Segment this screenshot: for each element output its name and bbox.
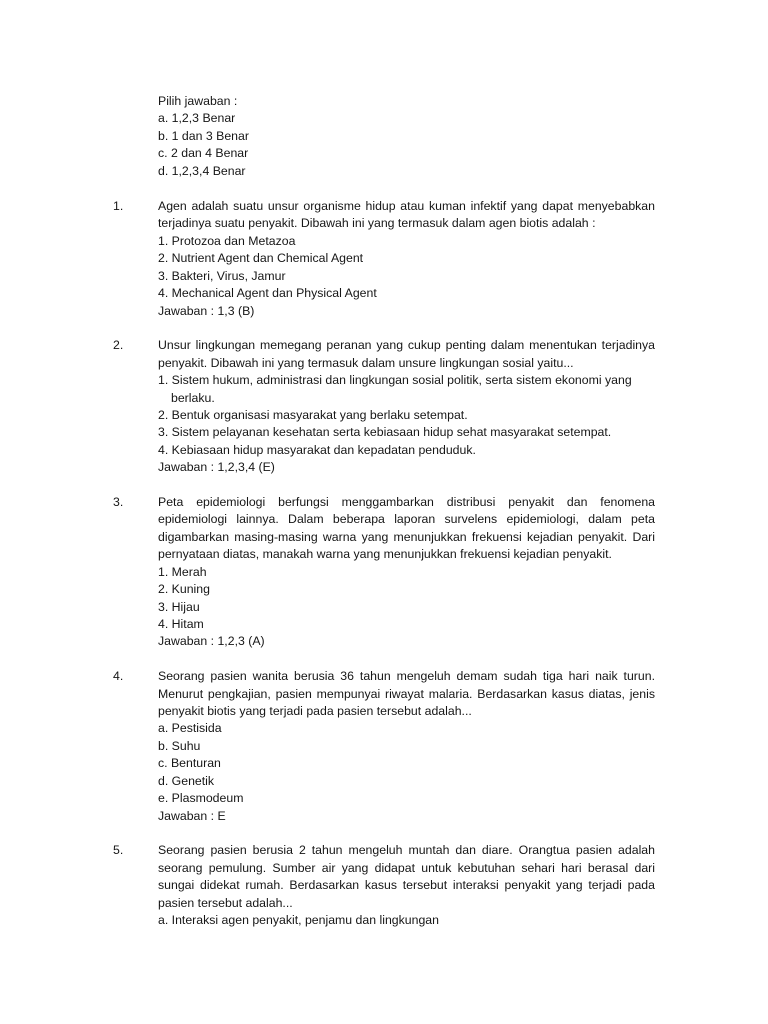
question-2-answer: Jawaban : 1,2,3,4 (E) xyxy=(158,460,275,474)
question-5-text-line: pasien tersebut adalah... xyxy=(158,896,293,910)
question-3-text-line: digambarkan masing-masing warna yang menunjukkan frekuensi kejadian penyakit. Dari xyxy=(158,530,655,544)
question-4-number: 4. xyxy=(113,669,124,683)
question-3-text-line: epidemiologi lainnya. Dalam beberapa laporan survelens epidemiologi, dalam peta xyxy=(158,512,655,526)
question-3-text-line: pernyataan diatas, manakah warna yang menunjukkan frekuensi kejadian penyakit. xyxy=(158,547,612,561)
question-5-text-line: sungai didekat rumah. Berdasarkan kasus tersebut interaksi penyakit yang terjadi pada xyxy=(158,878,655,892)
question-1-item: 2. Nutrient Agent dan Chemical Agent xyxy=(158,251,364,265)
question-1-answer: Jawaban : 1,3 (B) xyxy=(158,304,255,318)
question-2-number: 2. xyxy=(113,338,124,352)
question-2-item: 4. Kebiasaan hidup masyarakat dan kepadatan penduduk. xyxy=(158,443,476,457)
answer-key-option-a: a. 1,2,3 Benar xyxy=(158,111,236,125)
question-4-option: c. Benturan xyxy=(158,756,221,770)
question-4-option: b. Suhu xyxy=(158,739,201,753)
question-4-text-line: Menurut pengkajian, pasien mempunyai riwayat malaria. Berdasarkan kasus diatas, jenis xyxy=(158,687,655,701)
question-4-option: e. Plasmodeum xyxy=(158,791,244,805)
question-2-item-continuation: berlaku. xyxy=(171,391,215,405)
question-1-item: 4. Mechanical Agent dan Physical Agent xyxy=(158,286,377,300)
question-3-answer: Jawaban : 1,2,3 (A) xyxy=(158,634,265,648)
question-5-number: 5. xyxy=(113,843,124,857)
question-3-number: 3. xyxy=(113,495,124,509)
question-1-item: 1. Protozoa dan Metazoa xyxy=(158,234,296,248)
question-3-item: 2. Kuning xyxy=(158,582,210,596)
question-4-option: d. Genetik xyxy=(158,774,215,788)
question-3-item: 3. Hijau xyxy=(158,600,200,614)
answer-key-option-b: b. 1 dan 3 Benar xyxy=(158,129,249,143)
question-3-text-line: Peta epidemiologi berfungsi menggambarkan distribusi penyakit dan fenomena xyxy=(158,495,655,509)
answer-key-title: Pilih jawaban : xyxy=(158,94,238,108)
question-2-text-line: penyakit. Dibawah ini yang termasuk dalam unsure lingkungan sosial yaitu... xyxy=(158,356,574,370)
question-2-text-line: Unsur lingkungan memegang peranan yang cukup penting dalam menentukan terjadinya xyxy=(158,338,655,352)
question-3-item: 1. Merah xyxy=(158,565,207,579)
question-2-item: 2. Bentuk organisasi masyarakat yang berlaku setempat. xyxy=(158,408,468,422)
answer-key-option-c: c. 2 dan 4 Benar xyxy=(158,146,249,160)
question-1-number: 1. xyxy=(113,199,124,213)
question-5-text-line: Seorang pasien berusia 2 tahun mengeluh muntah dan diare. Orangtua pasien adalah xyxy=(158,843,655,857)
question-1-text-line: Agen adalah suatu unsur organisme hidup atau kuman infektif yang dapat menyebabkan xyxy=(158,199,655,213)
question-4-text-line: penyakit biotis yang terjadi pada pasien tersebut adalah... xyxy=(158,704,472,718)
question-4-text-line: Seorang pasien wanita berusia 36 tahun mengeluh demam sudah tiga hari naik turun. xyxy=(158,669,655,683)
question-2-item: 1. Sistem hukum, administrasi dan lingkungan sosial politik, serta sistem ekonomi yang xyxy=(158,373,632,387)
question-2-item: 3. Sistem pelayanan kesehatan serta kebiasaan hidup sehat masyarakat setempat. xyxy=(158,425,612,439)
question-1-item: 3. Bakteri, Virus, Jamur xyxy=(158,269,286,283)
question-4-option: a. Pestisida xyxy=(158,721,222,735)
question-3-item: 4. Hitam xyxy=(158,617,204,631)
answer-key-option-d: d. 1,2,3,4 Benar xyxy=(158,164,246,178)
question-4-answer: Jawaban : E xyxy=(158,809,226,823)
question-5-option: a. Interaksi agen penyakit, penjamu dan lingkungan xyxy=(158,913,439,927)
question-1-text-line: terjadinya suatu penyakit. Dibawah ini yang termasuk dalam agen biotis adalah : xyxy=(158,216,596,230)
question-5-text-line: seorang pemulung. Sumber air yang didapat untuk kebutuhan sehari hari berasal dari xyxy=(158,861,655,875)
